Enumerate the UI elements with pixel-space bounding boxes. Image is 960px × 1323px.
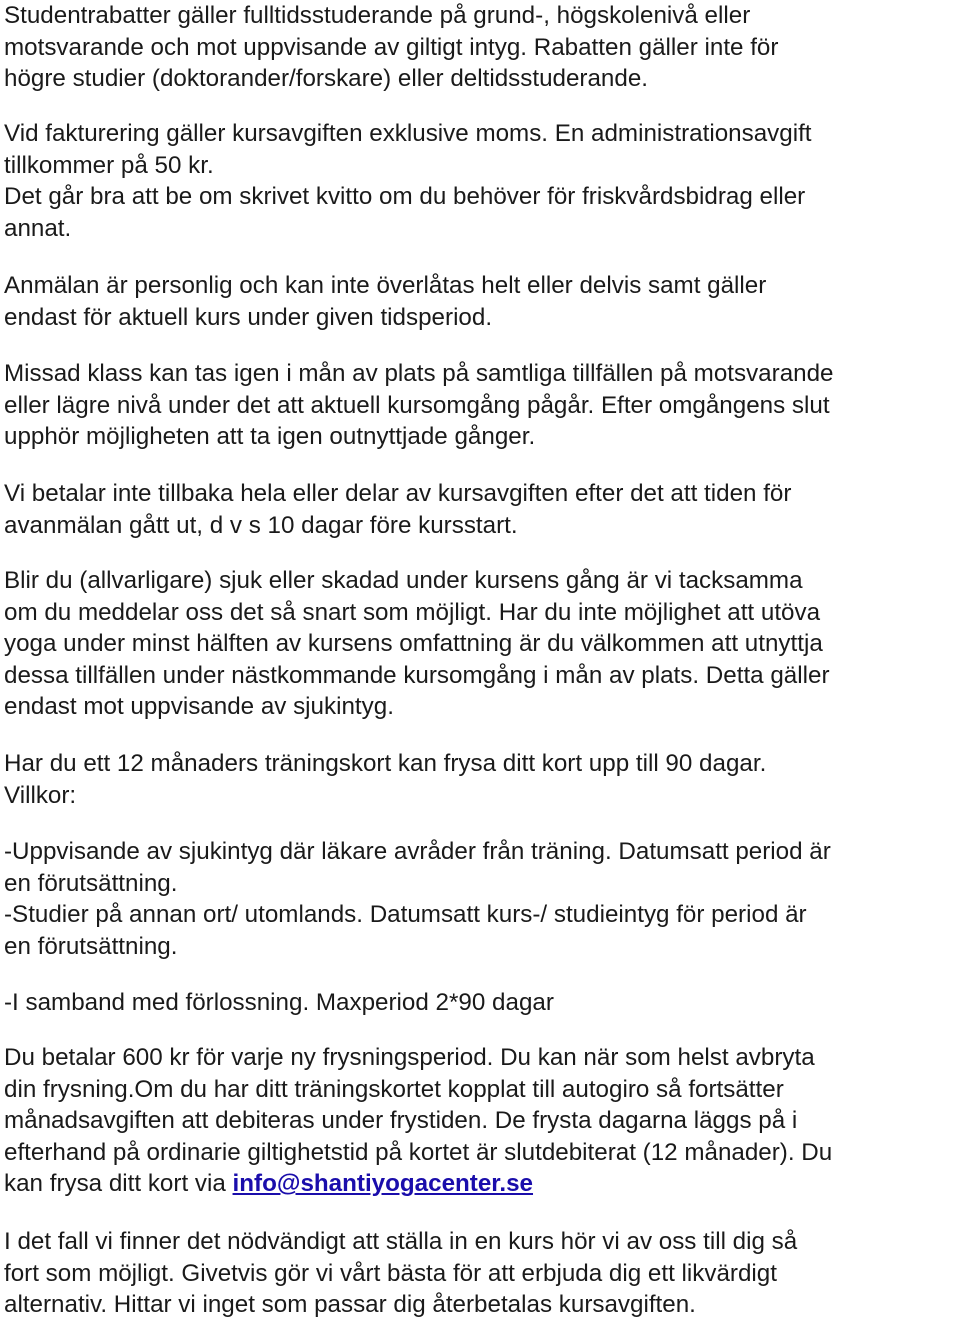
illness-paragraph (4, 565, 958, 723)
text-line: månadsavgiften att debiteras under frystiden. De frysta dagarna läggs på i (4, 1107, 798, 1135)
text-line: Blir du (allvarligare) sjuk eller skadad under kursens gång är vi tacksamma (4, 567, 803, 594)
refund-paragraph (4, 478, 958, 541)
text-line: Vi betalar inte tillbaka hela eller delar av kursavgiften efter det att tiden för (4, 480, 792, 507)
text-line: Har du ett 12 månaders träningskort kan frysa ditt kort upp till 90 dagar. (4, 750, 767, 777)
text-line: Missad klass kan tas igen i mån av plats på samtliga tillfällen på motsvarande (4, 360, 834, 387)
text-line: fort som möjligt. Givetvis gör vi vårt bästa för att erbjuda dig ett likvärdigt (4, 1259, 777, 1287)
course-cancellation-paragraph (4, 1226, 958, 1321)
text-line: alternativ. Hittar vi inget som passar dig återbetalas kursavgiften. (4, 1291, 696, 1319)
invoicing-paragraph (4, 118, 958, 244)
text-line: endast för aktuell kurs under given tidsperiod. (4, 303, 493, 331)
email-text-line (4, 1168, 958, 1200)
text-line: dessa tillfällen under nästkommande kursomgång i mån av plats. Detta gäller (4, 661, 830, 689)
freeze-fee-paragraph (4, 1042, 958, 1200)
text-line: om du meddelar oss det så snart som möjligt. Har du inte möjlighet att utöva (4, 598, 821, 626)
text-line: -I samband med förlossning. Maxperiod 2*90 dagar (4, 989, 554, 1016)
text-line: -Studier på annan ort/ utomlands. Datumsatt kurs-/ studieintyg för period är (4, 901, 807, 929)
text-line: I det fall vi finner det nödvändigt att ställa in en kurs hör vi av oss till dig så (4, 1228, 798, 1255)
text-line: din frysning.Om du har ditt träningskortet kopplat till autogiro så fortsätter (4, 1075, 784, 1103)
text-line: en förutsättning. (4, 932, 178, 960)
text-line: upphör möjligheten att ta igen outnyttjade gånger. (4, 423, 536, 451)
text-line: högre studier (doktorander/forskare) eller deltidsstuderande. (4, 65, 649, 93)
text-line: motsvarande och mot uppvisande av giltigt intyg. Rabatten gäller inte för (4, 33, 779, 61)
text-line: yoga under minst hälften av kursens omfattning är du välkommen att utnyttja (4, 630, 823, 658)
text-line: avanmälan gått ut, d v s 10 dagar före kursstart. (4, 511, 518, 539)
text-line: Vid fakturering gäller kursavgiften exklusive moms. En administrationsavgift (4, 120, 812, 147)
card-freeze-paragraph (4, 748, 958, 811)
text-line: Studentrabatter gäller fulltidsstuderande på grund-, högskolenivå eller (4, 2, 751, 29)
text-line: -Uppvisande av sjukintyg där läkare avråder från träning. Datumsatt period är (4, 838, 831, 865)
email-prefix: kan frysa ditt kort via (4, 1170, 233, 1198)
text-line: efterhand på ordinarie giltighetstid på kortet är slutdebiterat (12 månader). Du (4, 1138, 833, 1166)
text-line: Du betalar 600 kr för varje ny frysningsperiod. Du kan när som helst avbryta (4, 1044, 815, 1071)
text-line: eller lägre nivå under det att aktuell kursomgång pågår. Efter omgångens slut (4, 391, 830, 419)
text-line: Anmälan är personlig och kan inte överlåtas helt eller delvis samt gäller (4, 272, 767, 299)
freeze-conditions-paragraph (4, 836, 958, 962)
childbirth-paragraph (4, 987, 958, 1019)
text-line: annat. (4, 214, 72, 242)
registration-paragraph (4, 270, 958, 333)
student-discount-paragraph (4, 0, 958, 95)
text-line: endast mot uppvisande av sjukintyg. (4, 693, 394, 721)
text-line: tillkommer på 50 kr. (4, 151, 214, 179)
text-line: en förutsättning. (4, 869, 178, 897)
text-line: Villkor: (4, 781, 77, 809)
missed-class-paragraph (4, 358, 958, 453)
text-line: Det går bra att be om skrivet kvitto om du behöver för friskvårdsbidrag eller (4, 183, 806, 211)
email-link[interactable]: info@shantiyogacenter.se (232, 1170, 534, 1198)
